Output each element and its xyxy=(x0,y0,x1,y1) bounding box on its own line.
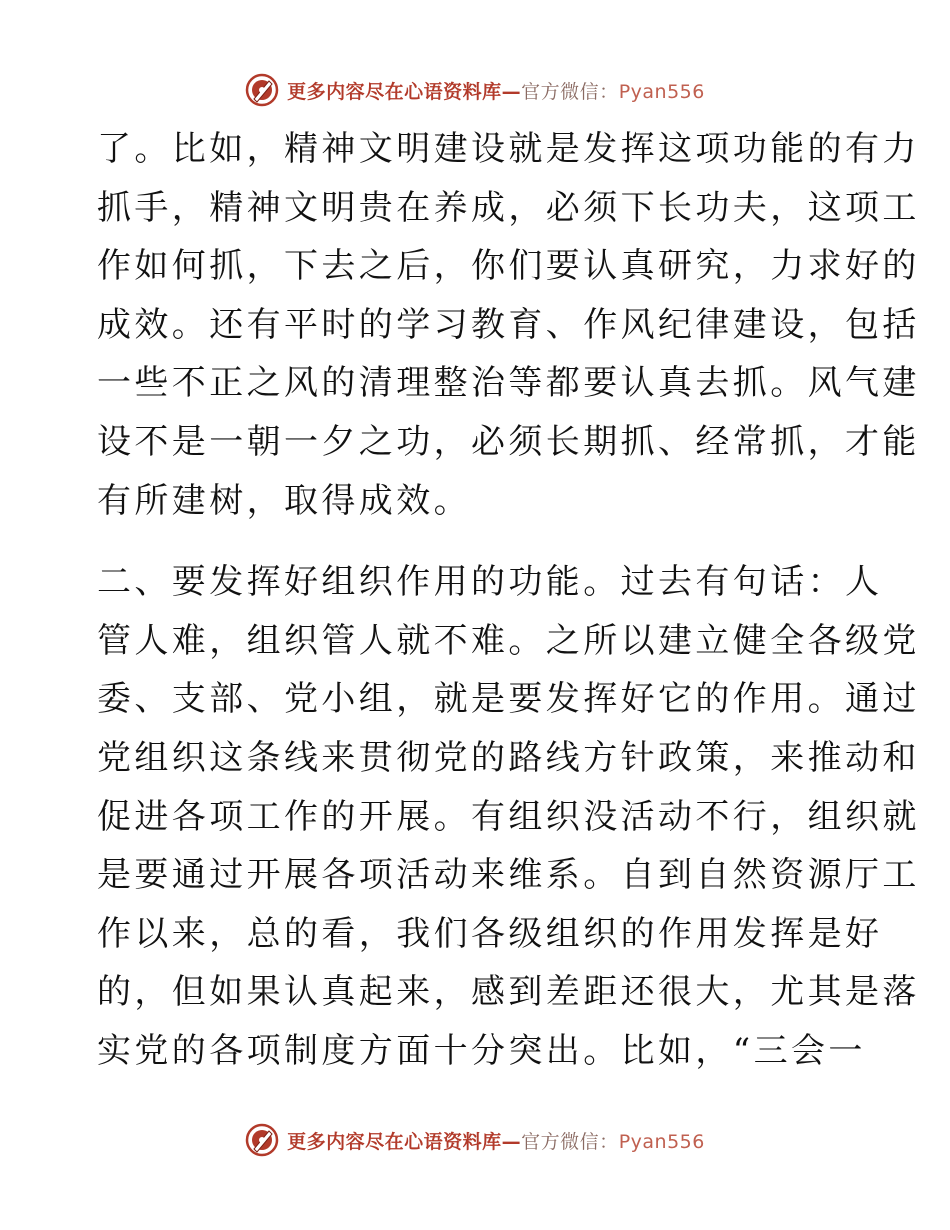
brand-logo-icon xyxy=(245,73,279,107)
text-line: 设不是一朝一夕之功，必须长期抓、经常抓，才能 xyxy=(97,421,920,462)
document-body xyxy=(97,120,920,1081)
header-wechat-id: Pyan556 xyxy=(618,80,705,103)
text-line: 抓手，精神文明贵在养成，必须下长功夫，这项工 xyxy=(97,187,920,228)
text-line: 的，但如果认真起来，感到差距还很大，尤其是落 xyxy=(97,972,920,1013)
footer-wechat-label: 官方微信： xyxy=(521,1130,619,1153)
text-line: 委、支部、党小组，就是要发挥好它的作用。通过 xyxy=(97,679,920,720)
text-line: 作如何抓，下去之后，你们要认真研究，力求好的 xyxy=(97,246,920,287)
text-line: 有所建树，取得成效。 xyxy=(97,480,471,521)
header-promo-text: 更多内容尽在心语资料库— xyxy=(287,80,522,103)
header-banner xyxy=(0,70,950,110)
header-wechat-label: 官方微信： xyxy=(521,80,619,103)
footer-banner xyxy=(0,1120,950,1160)
paragraph-gap xyxy=(97,530,857,553)
text-line: 二、要发挥好组织作用的功能。过去有句话：人 xyxy=(97,562,883,603)
text-line: 一些不正之风的清理整治等都要认真去抓。风气建 xyxy=(97,363,920,404)
footer-promo-text: 更多内容尽在心语资料库— xyxy=(287,1130,522,1153)
text-line: 了。比如，精神文明建设就是发挥这项功能的有力 xyxy=(97,129,920,169)
brand-logo-icon xyxy=(245,1123,279,1157)
footer-promo xyxy=(287,1127,705,1154)
text-line: 是要通过开展各项活动来维系。自到自然资源厅工 xyxy=(97,855,920,896)
text-line: 党组织这条线来贯彻党的路线方针政策，来推动和 xyxy=(97,737,920,778)
text-line: 作以来，总的看，我们各级组织的作用发挥是好 xyxy=(97,913,883,954)
text-line: 实党的各项制度方面十分突出。比如，“三会一 xyxy=(97,1030,866,1071)
text-line: 促进各项工作的开展。有组织没活动不行，组织就 xyxy=(97,796,920,837)
text-line: 管人难，组织管人就不难。之所以建立健全各级党 xyxy=(97,620,920,661)
footer-wechat-id: Pyan556 xyxy=(618,1130,705,1153)
text-line: 成效。还有平时的学习教育、作风纪律建设，包括 xyxy=(97,304,920,345)
header-promo xyxy=(287,77,705,104)
